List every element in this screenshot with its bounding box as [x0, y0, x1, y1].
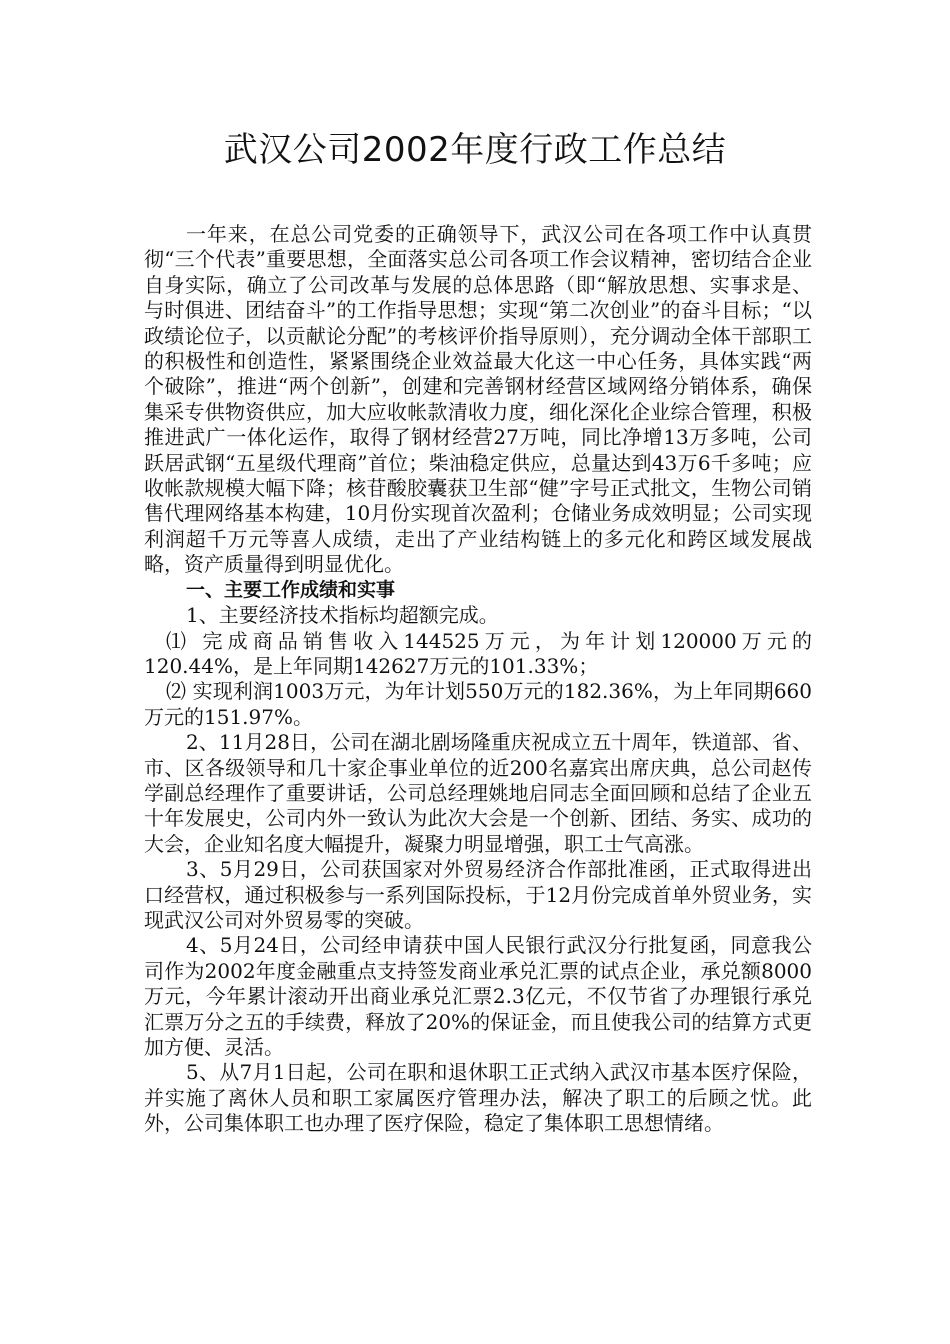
- item-1-sub-1: ⑴ 完成商品销售收入144525万元，为年计划120000万元的120.44%，是上年同期142627万元的101.33%；: [144, 628, 812, 678]
- section-heading: 一、主要工作成绩和实事: [186, 578, 396, 601]
- document-body: [144, 222, 812, 1137]
- item-2-paragraph: 2、11月28日，公司在湖北剧场隆重庆祝成立五十周年，铁道部、省、市、区各级领导和几十家企事业单位的近200名嘉宾出席庆典，总公司赵传学副总经理作了重要讲话，公司总经理姚地启同志全面回顾和总结了企业五十年发展史，公司内外一致认为此次大会是一个创新、团结、务实、成功的大会，企业知名度大幅提升，凝聚力明显增强，职工士气高涨。: [144, 730, 812, 856]
- item-1-sub-2: ⑵ 实现利润1003万元，为年计划550万元的182.36%，为上年同期660万元的151.97%。: [144, 679, 812, 729]
- intro-paragraph: 一年来，在总公司党委的正确领导下，武汉公司在各项工作中认真贯彻“三个代表”重要思想，全面落实总公司各项工作会议精神，密切结合企业自身实际，确立了公司改革与发展的总体思路（即“解放思想、实事求是、与时俱进、团结奋斗”的工作指导思想；实现“第二次创业”的奋斗目标；“以政绩论位子，以贡献论分配”的考核评价指导原则），充分调动全体干部职工的积极性和创造性，紧紧围绕企业效益最大化这一中心任务，具体实践“两个破除”，推进“两个创新”，创建和完善钢材经营区域网络分销体系，确保集采专供物资供应，加大应收帐款清收力度，细化深化企业综合管理，积极推进武广一体化运作，取得了钢材经营27万吨，同比净增13万多吨，公司跃居武钢“五星级代理商”首位；柴油稳定供应，总量达到43万6千多吨；应收帐款规模大幅下降；核苷酸胶囊获卫生部“健”字号正式批文，生物公司销售代理网络基本构建，10月份实现首次盈利；仓储业务成效明显；公司实现利润超千万元等喜人成绩，走出了产业结构链上的多元化和跨区域发展战略，资产质量得到明显优化。: [144, 222, 812, 577]
- item-1-paragraph: 1、主要经济技术指标均超额完成。: [186, 603, 499, 628]
- item-3-paragraph: 3、5月29日，公司获国家对外贸易经济合作部批准函，正式取得进出口经营权，通过积极参与一系列国际投标，于12月份完成首单外贸业务，实现武汉公司对外贸易零的突破。: [144, 857, 812, 932]
- item-4-paragraph: 4、5月24日，公司经申请获中国人民银行武汉分行批复函，同意我公司作为2002年度金融重点支持签发商业承兑汇票的试点企业，承兑额8000万元，今年累计滚动开出商业承兑汇票2.3亿元，不仅节省了办理银行承兑汇票万分之五的手续费，释放了20%的保证金，而且使我公司的结算方式更加方便、灵活。: [144, 933, 812, 1059]
- document-title: 武汉公司2002年度行政工作总结: [223, 130, 727, 170]
- item-5-paragraph: 5、从7月1日起，公司在职和退休职工正式纳入武汉市基本医疗保险，并实施了离休人员和职工家属医疗管理办法，解决了职工的后顾之忧。此外，公司集体职工也办理了医疗保险，稳定了集体职工思想情绪。: [144, 1060, 812, 1136]
